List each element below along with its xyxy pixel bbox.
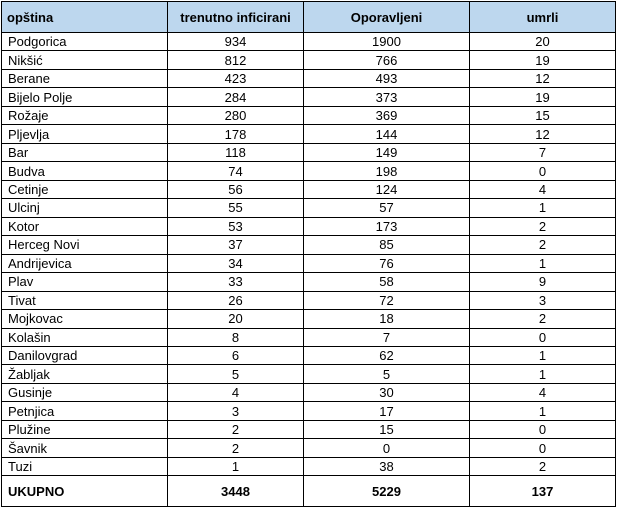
table-row [2, 217, 616, 235]
infected-cell: 33 [168, 273, 304, 291]
infected-cell: 3 [168, 402, 304, 420]
municipality-cell: Kolašin [2, 328, 168, 346]
municipality-cell: Andrijevica [2, 254, 168, 272]
deceased-cell: 0 [470, 439, 616, 457]
total-row [2, 476, 616, 507]
infected-cell: 37 [168, 236, 304, 254]
infected-cell: 8 [168, 328, 304, 346]
deceased-cell: 0 [470, 328, 616, 346]
recovered-cell: 144 [304, 125, 470, 143]
infected-cell: 280 [168, 106, 304, 124]
header-deceased: umrli [470, 2, 616, 33]
municipality-cell: Šavnik [2, 439, 168, 457]
municipality-cell: Plav [2, 273, 168, 291]
header-row [2, 2, 616, 33]
total-label: UKUPNO [2, 476, 168, 507]
municipality-cell: Mojkovac [2, 310, 168, 328]
table-row [2, 291, 616, 309]
municipality-cell: Žabljak [2, 365, 168, 383]
municipality-cell: Cetinje [2, 180, 168, 198]
recovered-cell: 18 [304, 310, 470, 328]
table-row [2, 328, 616, 346]
recovered-cell: 7 [304, 328, 470, 346]
infected-cell: 178 [168, 125, 304, 143]
total-infected: 3448 [168, 476, 304, 507]
recovered-cell: 149 [304, 143, 470, 161]
deceased-cell: 4 [470, 383, 616, 401]
deceased-cell: 12 [470, 125, 616, 143]
recovered-cell: 62 [304, 346, 470, 364]
deceased-cell: 1 [470, 254, 616, 272]
infected-cell: 2 [168, 439, 304, 457]
municipality-cell: Rožaje [2, 106, 168, 124]
infected-cell: 34 [168, 254, 304, 272]
recovered-cell: 0 [304, 439, 470, 457]
deceased-cell: 2 [470, 457, 616, 475]
municipality-cell: Budva [2, 162, 168, 180]
table-row [2, 88, 616, 106]
deceased-cell: 3 [470, 291, 616, 309]
municipality-cell: Kotor [2, 217, 168, 235]
municipality-cell: Berane [2, 69, 168, 87]
deceased-cell: 1 [470, 365, 616, 383]
table-footer [2, 476, 616, 507]
covid-municipality-table [1, 1, 616, 507]
recovered-cell: 124 [304, 180, 470, 198]
deceased-cell: 0 [470, 162, 616, 180]
municipality-cell: Danilovgrad [2, 346, 168, 364]
recovered-cell: 15 [304, 420, 470, 438]
deceased-cell: 1 [470, 346, 616, 364]
table-body [2, 33, 616, 476]
municipality-cell: Pljevlja [2, 125, 168, 143]
infected-cell: 423 [168, 69, 304, 87]
infected-cell: 74 [168, 162, 304, 180]
table-header [2, 2, 616, 33]
deceased-cell: 15 [470, 106, 616, 124]
table-row [2, 180, 616, 198]
municipality-cell: Plužine [2, 420, 168, 438]
recovered-cell: 5 [304, 365, 470, 383]
table-row [2, 439, 616, 457]
table-row [2, 402, 616, 420]
total-deceased: 137 [470, 476, 616, 507]
table-row [2, 33, 616, 51]
table-row [2, 254, 616, 272]
municipality-cell: Tuzi [2, 457, 168, 475]
header-recovered: Oporavljeni [304, 2, 470, 33]
municipality-cell: Petnjica [2, 402, 168, 420]
recovered-cell: 57 [304, 199, 470, 217]
infected-cell: 1 [168, 457, 304, 475]
municipality-cell: Bar [2, 143, 168, 161]
deceased-cell: 2 [470, 236, 616, 254]
deceased-cell: 20 [470, 33, 616, 51]
municipality-cell: Tivat [2, 291, 168, 309]
recovered-cell: 30 [304, 383, 470, 401]
table-row [2, 125, 616, 143]
recovered-cell: 173 [304, 217, 470, 235]
table-row [2, 199, 616, 217]
table-row [2, 106, 616, 124]
infected-cell: 56 [168, 180, 304, 198]
infected-cell: 26 [168, 291, 304, 309]
deceased-cell: 19 [470, 88, 616, 106]
infected-cell: 2 [168, 420, 304, 438]
recovered-cell: 1900 [304, 33, 470, 51]
infected-cell: 5 [168, 365, 304, 383]
infected-cell: 284 [168, 88, 304, 106]
recovered-cell: 58 [304, 273, 470, 291]
table-row [2, 365, 616, 383]
table-row [2, 383, 616, 401]
infected-cell: 812 [168, 51, 304, 69]
infected-cell: 53 [168, 217, 304, 235]
deceased-cell: 4 [470, 180, 616, 198]
deceased-cell: 2 [470, 217, 616, 235]
table-row [2, 69, 616, 87]
deceased-cell: 7 [470, 143, 616, 161]
table-row [2, 162, 616, 180]
deceased-cell: 0 [470, 420, 616, 438]
deceased-cell: 9 [470, 273, 616, 291]
recovered-cell: 766 [304, 51, 470, 69]
table-row [2, 51, 616, 69]
table-row [2, 457, 616, 475]
total-recovered: 5229 [304, 476, 470, 507]
recovered-cell: 17 [304, 402, 470, 420]
infected-cell: 118 [168, 143, 304, 161]
infected-cell: 6 [168, 346, 304, 364]
infected-cell: 4 [168, 383, 304, 401]
recovered-cell: 76 [304, 254, 470, 272]
recovered-cell: 493 [304, 69, 470, 87]
municipality-cell: Gusinje [2, 383, 168, 401]
recovered-cell: 198 [304, 162, 470, 180]
table-row [2, 143, 616, 161]
header-currently-infected: trenutno inficirani [168, 2, 304, 33]
recovered-cell: 369 [304, 106, 470, 124]
infected-cell: 934 [168, 33, 304, 51]
table-row [2, 236, 616, 254]
municipality-cell: Nikšić [2, 51, 168, 69]
municipality-cell: Herceg Novi [2, 236, 168, 254]
header-municipality: opština [2, 2, 168, 33]
deceased-cell: 1 [470, 199, 616, 217]
infected-cell: 20 [168, 310, 304, 328]
table-row [2, 420, 616, 438]
table-row [2, 346, 616, 364]
deceased-cell: 2 [470, 310, 616, 328]
recovered-cell: 38 [304, 457, 470, 475]
recovered-cell: 72 [304, 291, 470, 309]
municipality-cell: Podgorica [2, 33, 168, 51]
recovered-cell: 85 [304, 236, 470, 254]
table-row [2, 310, 616, 328]
municipality-cell: Bijelo Polje [2, 88, 168, 106]
infected-cell: 55 [168, 199, 304, 217]
deceased-cell: 12 [470, 69, 616, 87]
table-row [2, 273, 616, 291]
municipality-cell: Ulcinj [2, 199, 168, 217]
deceased-cell: 1 [470, 402, 616, 420]
deceased-cell: 19 [470, 51, 616, 69]
recovered-cell: 373 [304, 88, 470, 106]
